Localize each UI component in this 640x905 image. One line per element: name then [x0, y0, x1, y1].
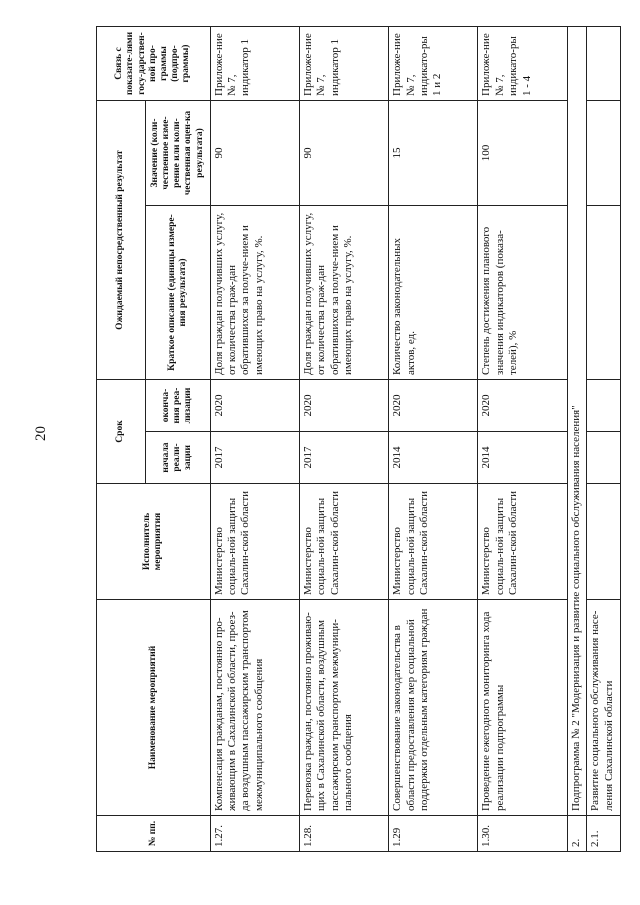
subsection-num: 2.1. [587, 816, 621, 852]
empty-cell [587, 432, 621, 484]
row-desc: Степень достижения планового значения индикаторов (показа-телей), % [478, 206, 567, 380]
row-link: Приложе-ние № 7, индикато-ры 1 и 2 [389, 27, 478, 101]
row-start: 2017 [299, 432, 388, 484]
row-num: 1.28. [299, 816, 388, 852]
page-number: 20 [33, 426, 49, 441]
table-row [478, 27, 567, 852]
empty-cell [587, 27, 621, 101]
row-start: 2014 [389, 432, 478, 484]
row-value: 15 [389, 101, 478, 206]
row-value: 90 [210, 101, 299, 206]
row-link: Приложе-ние № 7, индикатор 1 [210, 27, 299, 101]
header-term: Срок [97, 380, 146, 484]
row-executor: Министерство социаль-ной защиты Сахалин-ской области [299, 484, 388, 600]
table-row [210, 27, 299, 852]
header-executor: Исполнитель мероприятия [97, 484, 211, 600]
table-row [299, 27, 388, 852]
row-executor: Министерство социаль-ной защиты Сахалин-ской области [478, 484, 567, 600]
empty-cell [587, 206, 621, 380]
empty-cell [587, 101, 621, 206]
row-value: 100 [478, 101, 567, 206]
header-term-start: начала реали-зации [145, 432, 210, 484]
header-link: Связь с показате-лями госу-дарствен-ной про-граммы (подпро-граммы) [97, 27, 211, 101]
header-result-value: Значение (коли-чественное изме-рение или коли-чественная оцен-ка результата) [145, 101, 210, 206]
row-num: 1.27. [210, 816, 299, 852]
row-end: 2020 [299, 380, 388, 432]
row-name: Проведение ежегодного мониторинга хода реализации подпрограммы [478, 600, 567, 816]
row-num: 1.30. [478, 816, 567, 852]
row-name: Компенсация гражданам, постоянно про-живающим в Сахалинской области, проез-да воздушным пассажирским транспортом межмуниципального сообщения [210, 600, 299, 816]
header-num: № пп. [97, 816, 211, 852]
row-desc: Количество законодательных актов, ед. [389, 206, 478, 380]
rotated-table-sheet [96, 27, 621, 852]
row-start: 2017 [210, 432, 299, 484]
section-num: 2. [567, 816, 587, 852]
subsection-name: Развитие социального обслуживания насе-ления Сахалинской области [587, 600, 621, 816]
row-name: Перевозка граждан, постоянно проживаю-щих в Сахалинской области, воздушным пассажирским транспортом межмуници-пального сообщения [299, 600, 388, 816]
row-desc: Доля граждан получивших услугу, от количества граж-дан обратившихся за получе-нием и имеющих право на услугу, %. [299, 206, 388, 380]
row-desc: Доля граждан получивших услугу, от количества граж-дан обратившихся за получе-нием и имеющих право на услугу, %. [210, 206, 299, 380]
row-end: 2020 [478, 380, 567, 432]
row-link: Приложе-ние № 7, индикато-ры 1 - 4 [478, 27, 567, 101]
empty-cell [587, 484, 621, 600]
header-result-desc: Краткое описание (единицы измере-ния результата) [145, 206, 210, 380]
row-executor: Министерство социаль-ной защиты Сахалин-ской области [210, 484, 299, 600]
row-name: Совершенствование законодательства в области предоставления мер социальной поддержки отдельным категориям граждан [389, 600, 478, 816]
row-value: 90 [299, 101, 388, 206]
header-row-1 [97, 27, 146, 852]
table-row [389, 27, 478, 852]
header-term-end: оконча-ния реа-лизации [145, 380, 210, 432]
header-result: Ожидаемый непосредственный результат [97, 101, 146, 380]
section-title: Подпрограмма № 2 "Модернизация и развитие социального обслуживания населения" [567, 27, 587, 816]
row-executor: Министерство социаль-ной защиты Сахалин-ской области [389, 484, 478, 600]
row-link: Приложе-ние № 7, индикатор 1 [299, 27, 388, 101]
row-num: 1.29 [389, 816, 478, 852]
empty-cell [587, 380, 621, 432]
row-end: 2020 [389, 380, 478, 432]
section-row [567, 27, 587, 852]
measures-table [96, 26, 621, 852]
subsection-row [587, 27, 621, 852]
row-start: 2014 [478, 432, 567, 484]
header-name: Наименование мероприятий [97, 600, 211, 816]
row-end: 2020 [210, 380, 299, 432]
